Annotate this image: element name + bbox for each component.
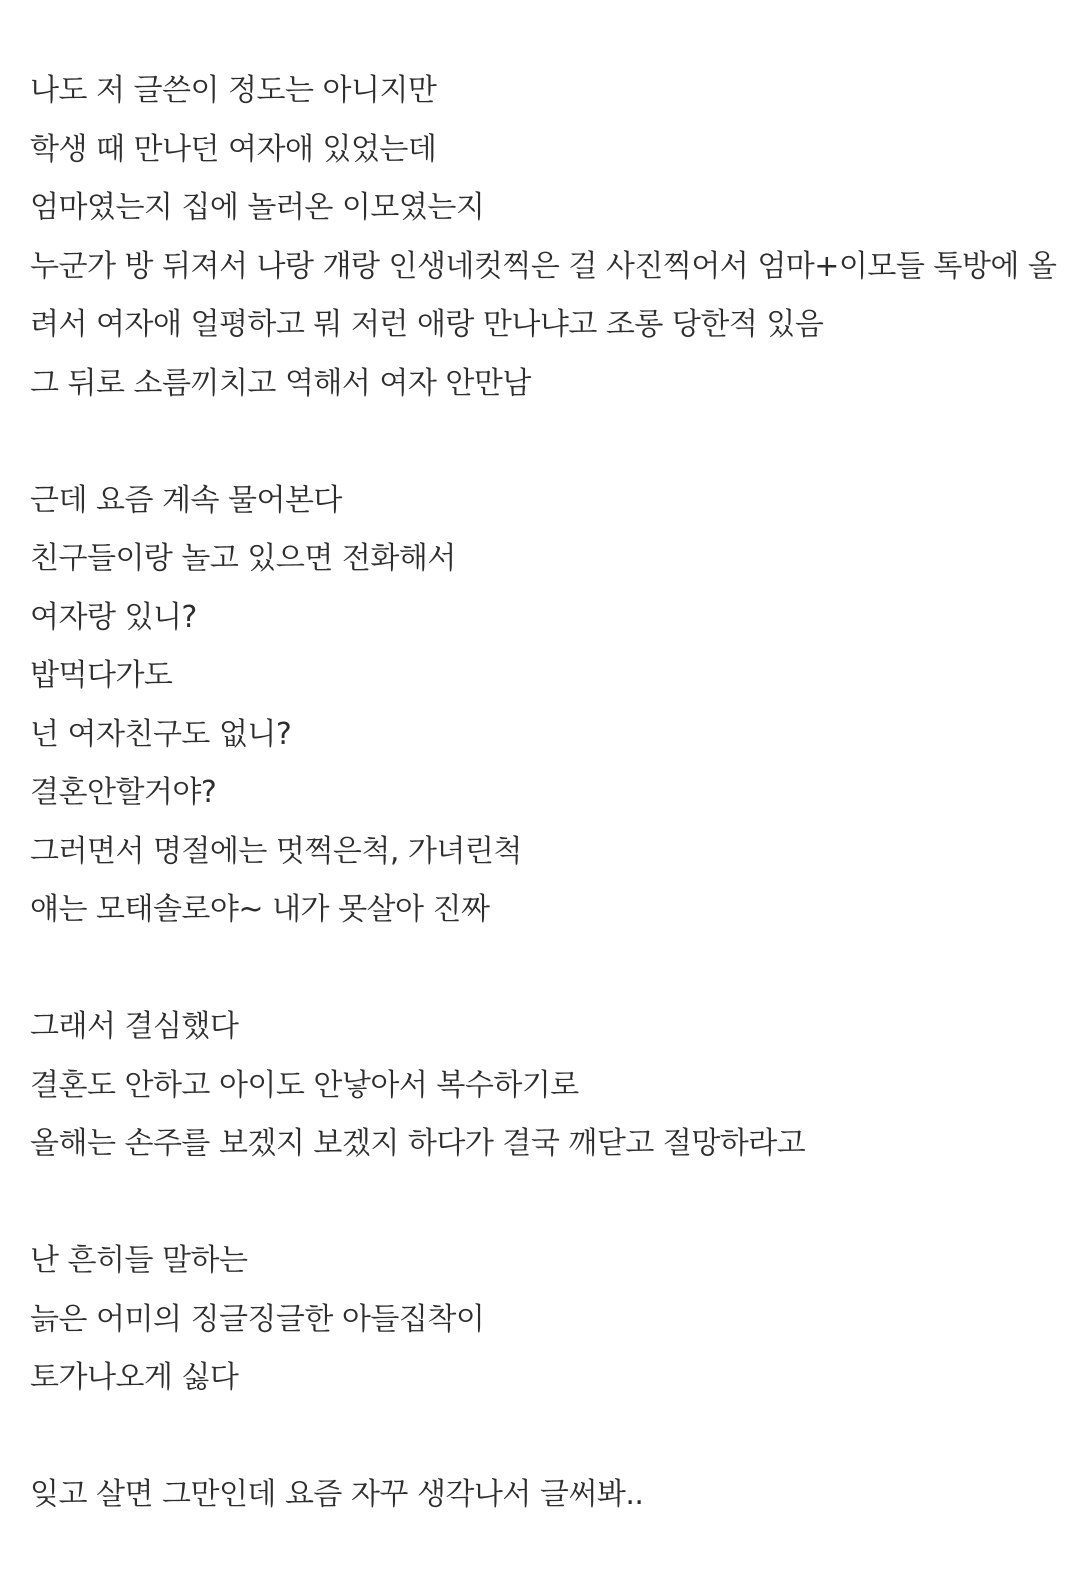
text-line: 늙은 어미의 징글징글한 아들집착이 [30,1301,485,1337]
text-line: 려서 여자애 얼평하고 뭐 저런 애랑 만나냐고 조롱 당한적 있음 [30,307,824,342]
text-line: 친구들이랑 놀고 있으면 전화해서 [30,541,456,576]
paragraph [30,1232,1065,1408]
paragraph-gap [30,1408,1065,1467]
paragraph [30,62,1065,413]
text-line: 결혼도 안하고 아이도 안낳아서 복수하기로 [30,1067,579,1103]
text-line: 그러면서 명절에는 멋쩍은척, 가녀린척 [30,833,522,869]
text-line: 여자랑 있니? [30,599,197,635]
text-line: 잊고 살면 그만인데 요즘 자꾸 생각나서 글써봐.. [30,1477,644,1512]
text-line: 얘는 모태솔로야~ 내가 못살아 진짜 [30,892,490,927]
text-line: 근데 요즘 계속 물어본다 [30,482,342,518]
paragraph-gap [30,1174,1065,1233]
text-line: 나도 저 글쓴이 정도는 아니지만 [30,73,437,108]
text-line: 엄마였는지 집에 놀러온 이모였는지 [30,190,485,225]
text-line: 결혼안할거야? [30,775,217,810]
post-body [30,62,1065,1525]
text-line: 넌 여자친구도 없니? [30,716,292,752]
paragraph [30,472,1065,940]
text-line: 그래서 결심했다 [30,1009,239,1044]
text-line: 학생 때 만나던 여자애 있었는데 [30,131,437,167]
text-line: 그 뒤로 소름끼치고 역해서 여자 안만남 [30,365,531,401]
text-line: 밥먹다가도 [30,658,173,693]
paragraph-gap [30,413,1065,472]
text-line: 난 흔히들 말하는 [30,1243,248,1278]
text-line: 토가나오게 싫다 [30,1360,239,1395]
text-line: 누군가 방 뒤져서 나랑 걔랑 인생네컷찍은 걸 사진찍어서 엄마+이모들 톡방에 올 [30,248,1057,284]
paragraph [30,1466,1065,1525]
paragraph [30,998,1065,1174]
paragraph-gap [30,940,1065,999]
text-line: 올해는 손주를 보겠지 보겠지 하다가 결국 깨닫고 절망하라고 [30,1126,806,1161]
